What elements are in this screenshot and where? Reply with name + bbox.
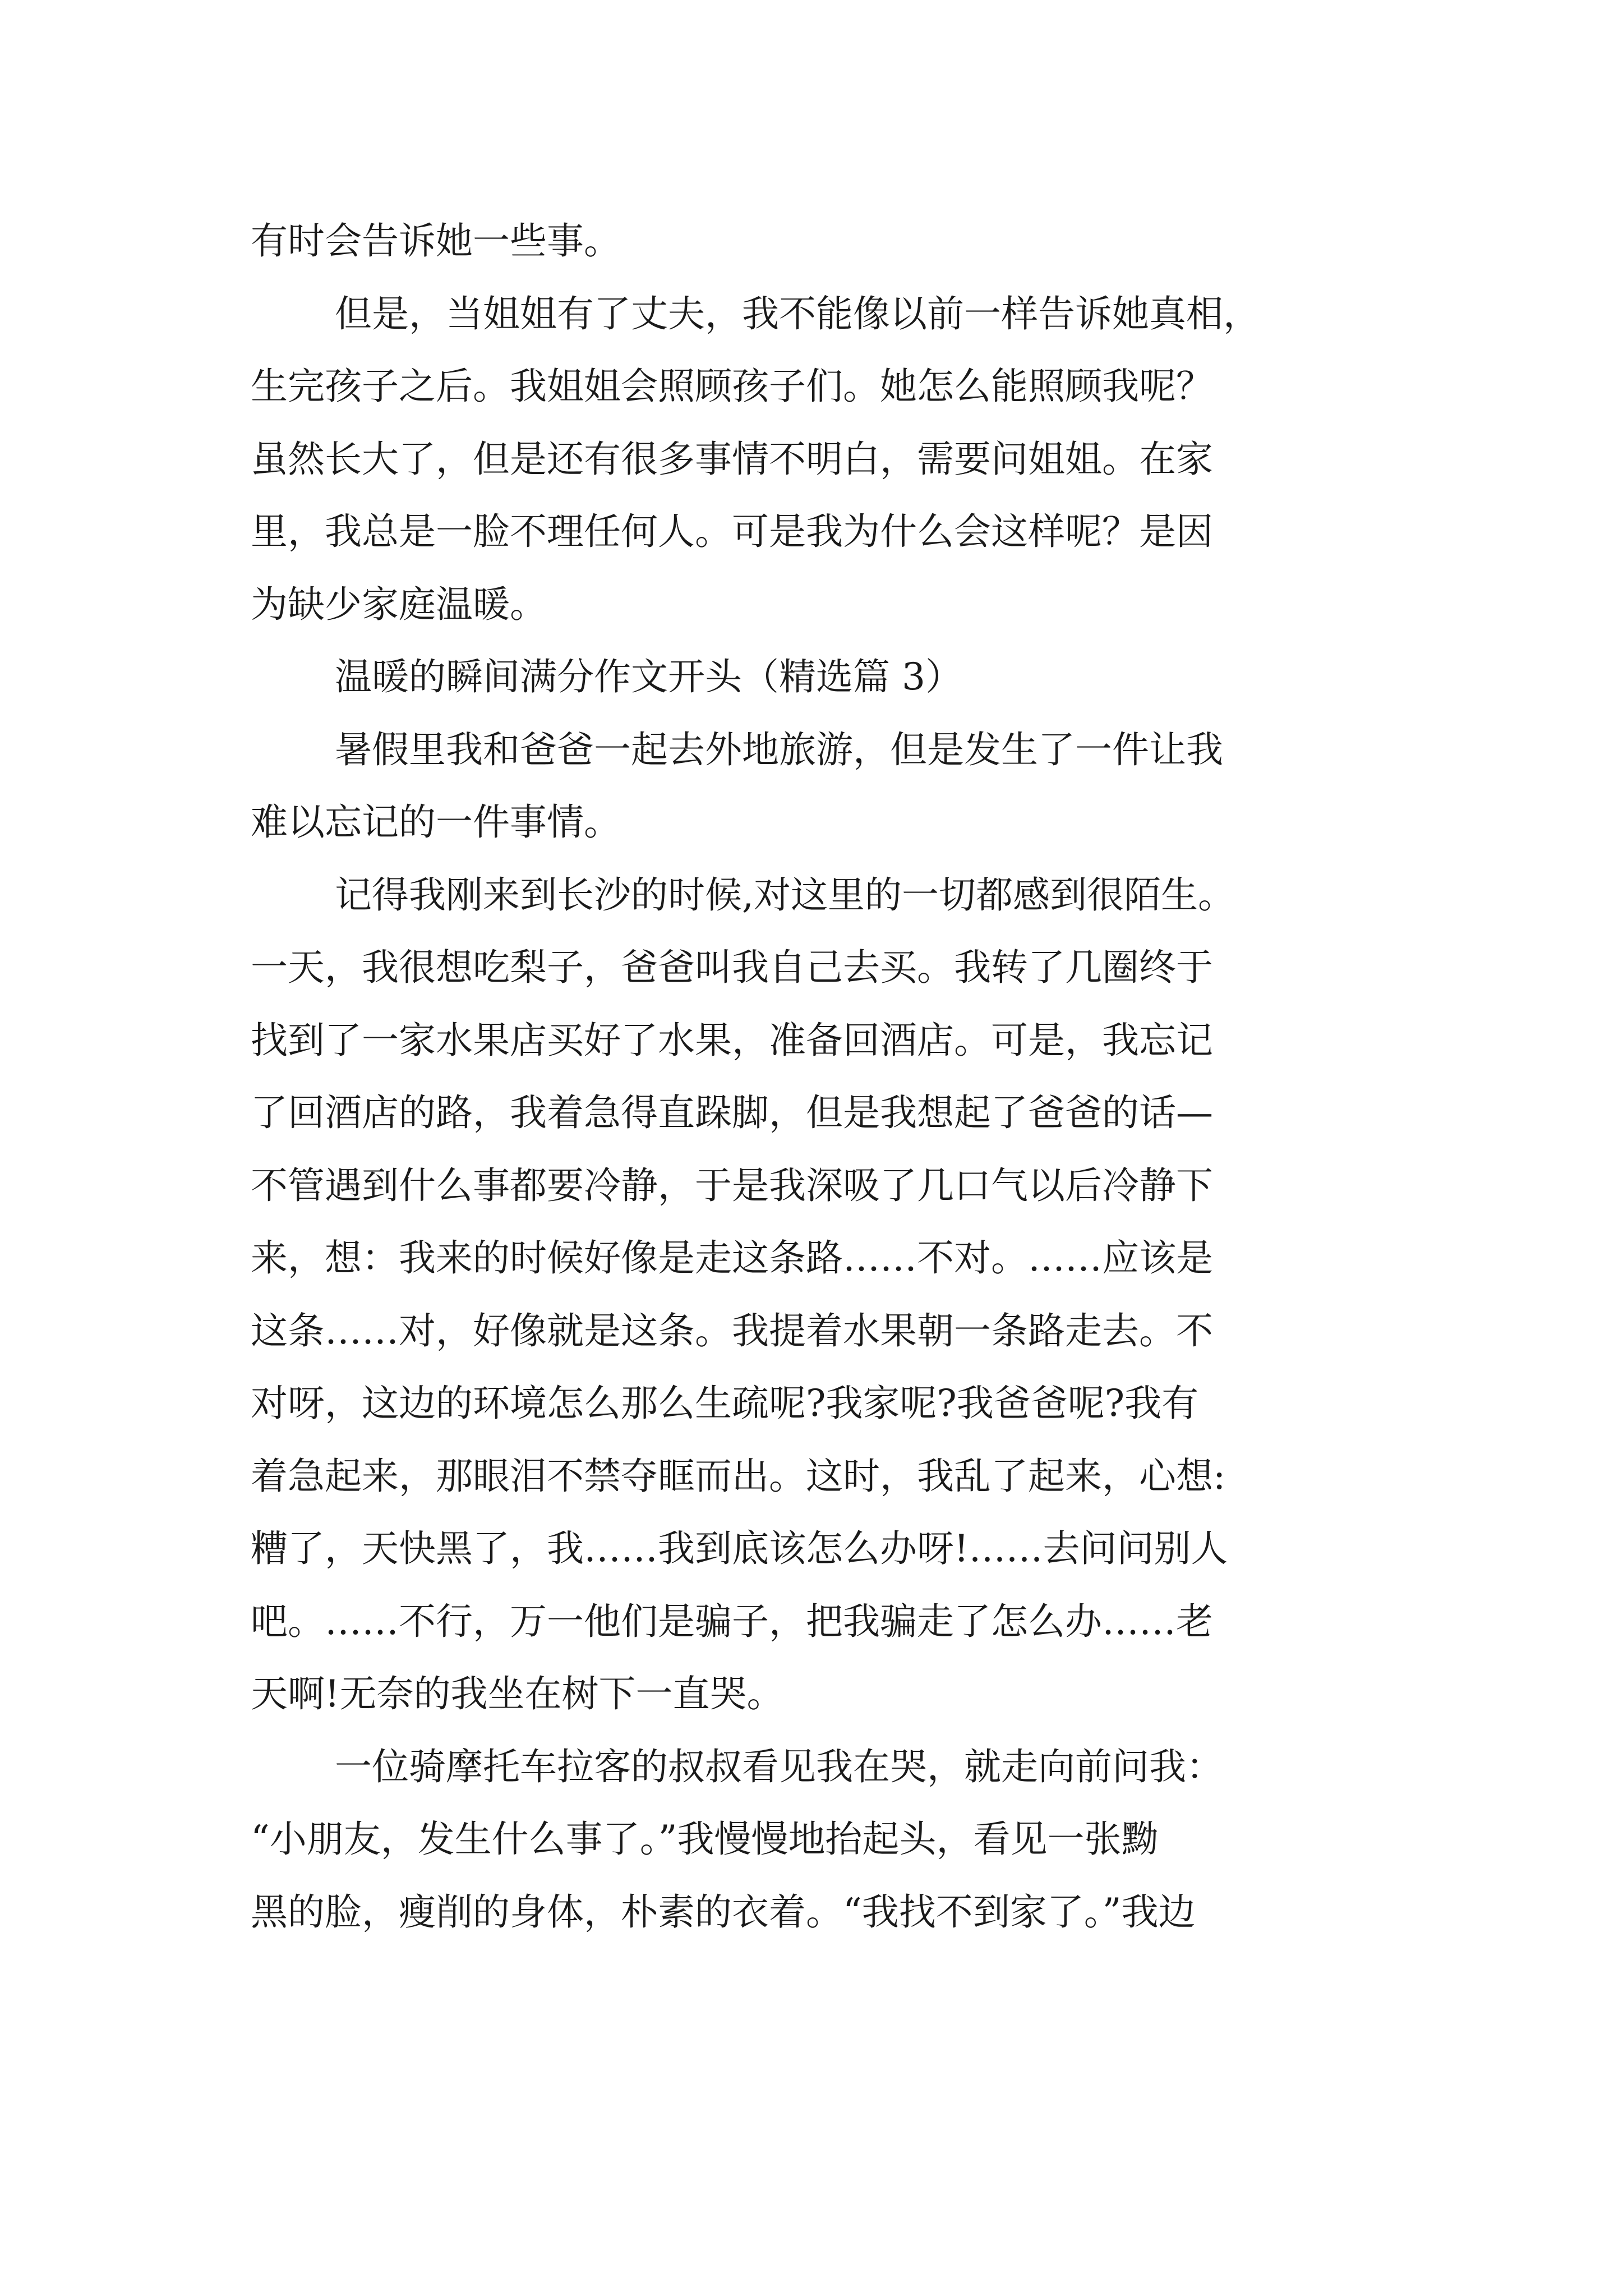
text-line: 这条……对，好像就是这条。我提着水果朝一条路走去。不 — [251, 1309, 1213, 1352]
text-line: 着急起来，那眼泪不禁夺眶而出。这时，我乱了起来，心想: — [251, 1454, 1226, 1498]
text-line: 糟了，天快黑了，我……我到底该怎么办呀!……去问问别人 — [251, 1527, 1228, 1570]
text-line: 来，想：我来的时候好像是走这条路……不对。……应该是 — [251, 1236, 1213, 1280]
paragraph-start-line: 一位骑摩托车拉客的叔叔看见我在哭，就走向前问我： — [335, 1745, 1223, 1788]
text-line: 一天，我很想吃梨子，爸爸叫我自己去买。我转了几圈终于 — [251, 946, 1213, 989]
text-line: 黑的脸，瘦削的身体，朴素的衣着。“我找不到家了。”我边 — [251, 1890, 1196, 1934]
text-line: 不管遇到什么事都要冷静，于是我深吸了几口气以后冷静下 — [251, 1163, 1213, 1207]
document-body — [251, 205, 1389, 1948]
text-line: 吧。……不行，万一他们是骗子，把我骗走了怎么办……老 — [251, 1599, 1213, 1643]
paragraph-start-line: 但是，当姐姐有了丈夫，我不能像以前一样告诉她真相， — [335, 292, 1260, 335]
text-line: 了回酒店的路，我着急得直跺脚，但是我想起了爸爸的话— — [251, 1091, 1213, 1134]
paragraph-start-line: 暑假里我和爸爸一起去外地旅游，但是发生了一件让我 — [335, 728, 1223, 771]
text-line: 里，我总是一脸不理任何人。可是我为什么会这样呢？是因 — [251, 510, 1213, 553]
text-line: “小朋友，发生什么事了。”我慢慢地抬起头，看见一张黝 — [251, 1818, 1159, 1861]
section-heading: 温暖的瞬间满分作文开头（精选篇 3） — [335, 655, 962, 698]
paragraph-start-line: 记得我刚来到长沙的时候,对这里的一切都感到很陌生。 — [335, 873, 1235, 917]
text-line: 生完孩子之后。我姐姐会照顾孩子们。她怎么能照顾我呢？ — [251, 365, 1213, 408]
text-line: 有时会告诉她一些事。 — [251, 219, 621, 263]
text-line: 虽然长大了，但是还有很多事情不明白，需要问姐姐。在家 — [251, 437, 1213, 481]
text-line: 找到了一家水果店买好了水果，准备回酒店。可是，我忘记 — [251, 1018, 1213, 1062]
text-line: 天啊!无奈的我坐在树下一直哭。 — [251, 1672, 784, 1715]
text-line: 为缺少家庭温暖。 — [251, 582, 547, 626]
text-line: 难以忘记的一件事情。 — [251, 800, 621, 844]
text-line: 对呀，这边的环境怎么那么生疏呢?我家呢?我爸爸呢?我有 — [251, 1382, 1199, 1425]
